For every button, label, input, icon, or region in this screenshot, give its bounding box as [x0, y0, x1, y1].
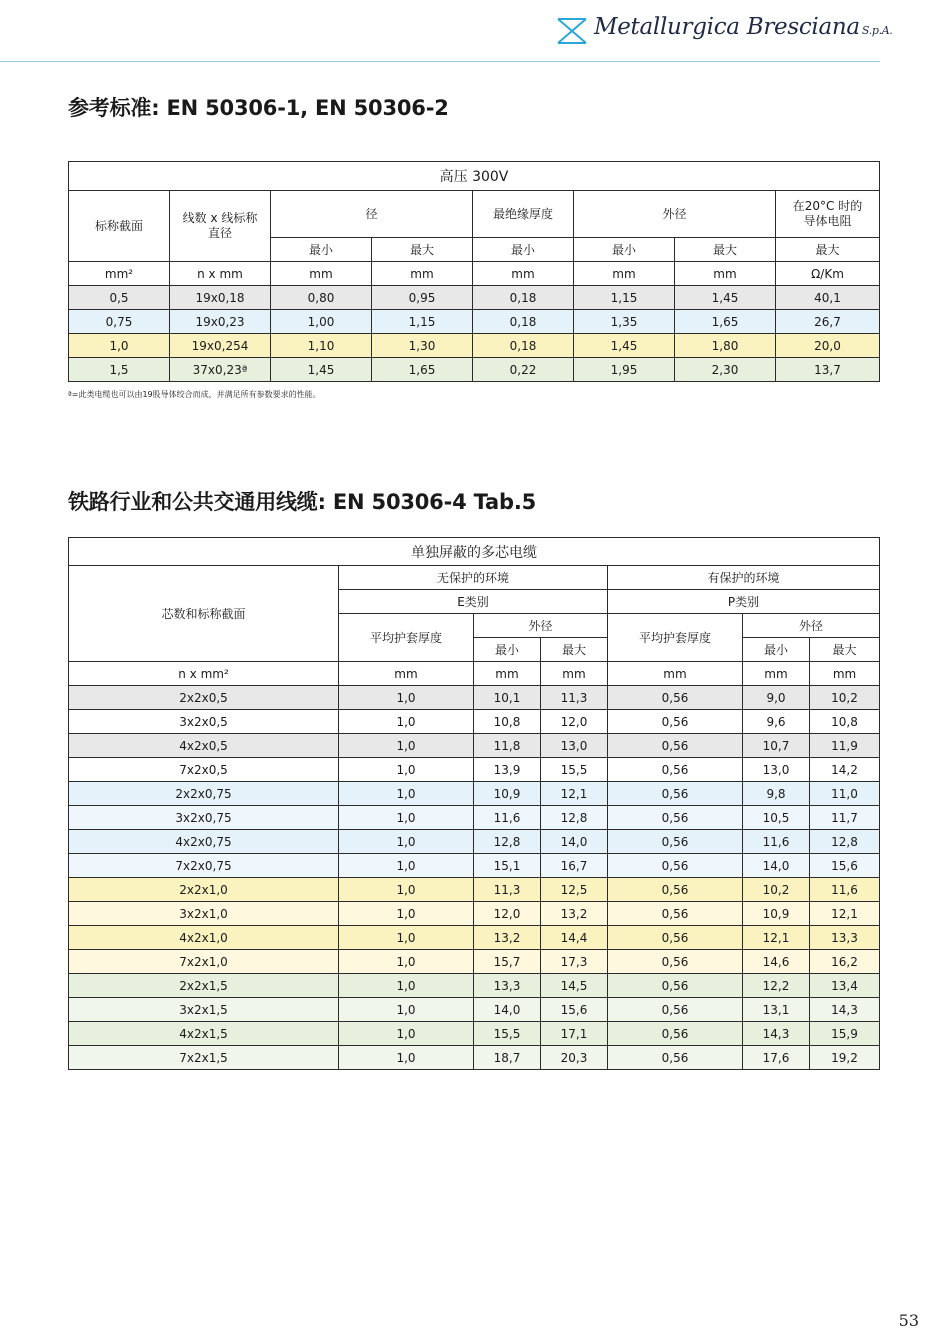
table-cell: 10,2 [743, 878, 810, 902]
table-cell: 13,1 [743, 998, 810, 1022]
table-cell: 15,6 [810, 854, 880, 878]
table-cell: 13,7 [776, 358, 880, 382]
table-cell: 1,0 [339, 854, 474, 878]
table-cell: 1,45 [271, 358, 372, 382]
table-cell: 11,3 [474, 878, 541, 902]
header-min-insulation: 最绝缘厚度 [473, 191, 574, 238]
table-cell: 12,8 [810, 830, 880, 854]
table-cell: 0,56 [608, 782, 743, 806]
table-cell: 1,65 [675, 310, 776, 334]
table-cell: 19,2 [810, 1046, 880, 1070]
table-cell: 14,2 [810, 758, 880, 782]
table-cell: 4x2x1,5 [69, 1022, 339, 1046]
table-cell: 0,56 [608, 974, 743, 998]
header-max: 最大 [372, 238, 473, 262]
header-diameter: 径 [271, 191, 473, 238]
table-cell: 11,6 [743, 830, 810, 854]
table-row [69, 950, 880, 974]
header-max: 最大 [675, 238, 776, 262]
unit-cell: n x mm [170, 262, 271, 286]
table-row [69, 734, 880, 758]
header-outer-diameter: 外径 [474, 614, 608, 638]
table-cell: 10,5 [743, 806, 810, 830]
header-category-p: P类别 [608, 590, 880, 614]
table-cell: 0,56 [608, 926, 743, 950]
table-cell: 0,56 [608, 878, 743, 902]
table-cell: 0,18 [473, 310, 574, 334]
header-max: 最大 [541, 638, 608, 662]
table-cell: 0,56 [608, 758, 743, 782]
unit-cell: mm² [69, 262, 170, 286]
table-row [69, 358, 880, 382]
table1-footnote: ª=此类电缆也可以由19股导体绞合而成，并满足所有参数要求的性能。 [68, 390, 321, 399]
table-cell: 14,0 [541, 830, 608, 854]
header-outer-diameter: 外径 [743, 614, 880, 638]
table-cell: 0,18 [473, 286, 574, 310]
table-cell: 11,7 [810, 806, 880, 830]
page-number: 53 [898, 1311, 919, 1330]
table-cell: 0,75 [69, 310, 170, 334]
table-cell: 13,4 [810, 974, 880, 998]
table-cell: 14,0 [474, 998, 541, 1022]
table-cell: 10,2 [810, 686, 880, 710]
table-cell: 40,1 [776, 286, 880, 310]
table-cell: 0,56 [608, 950, 743, 974]
unit-cell: mm [675, 262, 776, 286]
units-row [69, 262, 880, 286]
table-cell: 0,56 [608, 806, 743, 830]
table-cell: 13,3 [810, 926, 880, 950]
table-cell: 12,0 [474, 902, 541, 926]
header-cores-section: 芯数和标称截面 [69, 566, 339, 662]
table-cell: 1,0 [339, 878, 474, 902]
table-row [69, 878, 880, 902]
table-cell: 0,56 [608, 686, 743, 710]
table-cell: 12,1 [810, 902, 880, 926]
table-cell: 7x2x0,75 [69, 854, 339, 878]
table-cell: 1,45 [574, 334, 675, 358]
table-row [69, 710, 880, 734]
table-cell: 37x0,23ª [170, 358, 271, 382]
table-cell: 1,15 [372, 310, 473, 334]
table-cell: 3x2x0,75 [69, 806, 339, 830]
unit-cell: mm [271, 262, 372, 286]
table-cell: 11,0 [810, 782, 880, 806]
table-cell: 1,0 [339, 686, 474, 710]
table-cell: 3x2x1,0 [69, 902, 339, 926]
table-cell: 10,8 [474, 710, 541, 734]
unit-cell: mm [339, 662, 474, 686]
table-cell: 1,0 [339, 830, 474, 854]
table-row [69, 334, 880, 358]
header-min: 最小 [271, 238, 372, 262]
table-cell: 1,0 [339, 1022, 474, 1046]
table-cell: 2x2x0,5 [69, 686, 339, 710]
table-row [69, 1022, 880, 1046]
table-cell: 12,8 [541, 806, 608, 830]
table-cell: 1,0 [339, 806, 474, 830]
table-cell: 0,56 [608, 710, 743, 734]
shielded-multicore-table [68, 537, 880, 1070]
table-cell: 13,9 [474, 758, 541, 782]
table-cell: 1,45 [675, 286, 776, 310]
table-cell: 9,0 [743, 686, 810, 710]
table-cell: 15,6 [541, 998, 608, 1022]
unit-cell: Ω/Km [776, 262, 880, 286]
table-cell: 12,8 [474, 830, 541, 854]
unit-cell: mm [474, 662, 541, 686]
table-cell: 13,0 [541, 734, 608, 758]
table-cell: 0,56 [608, 902, 743, 926]
table-cell: 16,7 [541, 854, 608, 878]
table-cell: 14,6 [743, 950, 810, 974]
unit-cell: mm [473, 262, 574, 286]
table-cell: 10,7 [743, 734, 810, 758]
table-cell: 1,00 [271, 310, 372, 334]
table-cell: 12,1 [743, 926, 810, 950]
header-max: 最大 [810, 638, 880, 662]
unit-cell: mm [810, 662, 880, 686]
table-cell: 11,6 [810, 878, 880, 902]
table-cell: 17,1 [541, 1022, 608, 1046]
table-cell: 15,5 [474, 1022, 541, 1046]
table-cell: 2,30 [675, 358, 776, 382]
table-cell: 3x2x1,5 [69, 998, 339, 1022]
table-cell: 1,0 [339, 950, 474, 974]
table-cell: 11,3 [541, 686, 608, 710]
table-cell: 16,2 [810, 950, 880, 974]
table-cell: 4x2x0,75 [69, 830, 339, 854]
table-cell: 0,56 [608, 734, 743, 758]
table-cell: 1,95 [574, 358, 675, 382]
table-cell: 13,0 [743, 758, 810, 782]
table-cell: 0,56 [608, 1046, 743, 1070]
table-cell: 20,0 [776, 334, 880, 358]
table-cell: 13,2 [474, 926, 541, 950]
table-row [69, 806, 880, 830]
table-cell: 17,6 [743, 1046, 810, 1070]
table-cell: 4x2x0,5 [69, 734, 339, 758]
table-cell: 14,3 [743, 1022, 810, 1046]
table-cell: 7x2x1,0 [69, 950, 339, 974]
units-row [69, 662, 880, 686]
table-cell: 7x2x0,5 [69, 758, 339, 782]
table-cell: 1,15 [574, 286, 675, 310]
header-resistance: 在20°C 时的导体电阻 [776, 191, 880, 238]
table-cell: 1,0 [339, 734, 474, 758]
table-cell: 15,5 [541, 758, 608, 782]
section2-title: 铁路行业和公共交通用线缆: EN 50306-4 Tab.5 [68, 490, 537, 514]
table-cell: 12,5 [541, 878, 608, 902]
table2-body [69, 686, 880, 1070]
unit-cell: mm [743, 662, 810, 686]
header-divider [0, 61, 880, 62]
table-row [69, 686, 880, 710]
table-cell: 12,0 [541, 710, 608, 734]
header-protected-env: 有保护的环境 [608, 566, 880, 590]
table-cell: 1,10 [271, 334, 372, 358]
table-cell: 3x2x0,5 [69, 710, 339, 734]
table-cell: 1,80 [675, 334, 776, 358]
table-cell: 11,9 [810, 734, 880, 758]
table-cell: 14,4 [541, 926, 608, 950]
table-cell: 12,2 [743, 974, 810, 998]
table-cell: 1,0 [339, 758, 474, 782]
logo-mark-icon [556, 16, 588, 46]
header-min: 最小 [473, 238, 574, 262]
table-cell: 0,56 [608, 830, 743, 854]
header-min: 最小 [474, 638, 541, 662]
table-row [69, 974, 880, 998]
company-logo [556, 14, 896, 50]
table2-caption: 单独屏蔽的多芯电缆 [69, 538, 880, 566]
unit-cell: n x mm² [69, 662, 339, 686]
header-outer-diameter: 外径 [574, 191, 776, 238]
table-cell: 2x2x0,75 [69, 782, 339, 806]
table-cell: 2x2x1,0 [69, 878, 339, 902]
table-row [69, 1046, 880, 1070]
table-cell: 1,5 [69, 358, 170, 382]
header-unprotected-env: 无保护的环境 [339, 566, 608, 590]
table1-caption: 高压 300V [69, 162, 880, 191]
table-cell: 0,18 [473, 334, 574, 358]
table-row [69, 310, 880, 334]
table-cell: 2x2x1,5 [69, 974, 339, 998]
header-nominal-section: 标称截面 [69, 191, 170, 262]
header-min: 最小 [743, 638, 810, 662]
table-row [69, 926, 880, 950]
unit-cell: mm [372, 262, 473, 286]
unit-cell: mm [541, 662, 608, 686]
table-cell: 1,65 [372, 358, 473, 382]
table-row [69, 758, 880, 782]
table-cell: 1,0 [339, 782, 474, 806]
table-cell: 14,5 [541, 974, 608, 998]
table-cell: 10,1 [474, 686, 541, 710]
table-cell: 10,9 [474, 782, 541, 806]
table-cell: 15,7 [474, 950, 541, 974]
table-cell: 19x0,254 [170, 334, 271, 358]
table-cell: 1,0 [339, 926, 474, 950]
header-avg-sheath: 平均护套厚度 [608, 614, 743, 662]
header-max: 最大 [776, 238, 880, 262]
table-cell: 1,0 [339, 710, 474, 734]
table-row [69, 902, 880, 926]
table-cell: 1,35 [574, 310, 675, 334]
voltage-300v-table [68, 161, 880, 382]
table-cell: 0,56 [608, 854, 743, 878]
table-cell: 13,2 [541, 902, 608, 926]
header-avg-sheath: 平均护套厚度 [339, 614, 474, 662]
table-cell: 17,3 [541, 950, 608, 974]
table-cell: 14,3 [810, 998, 880, 1022]
table-cell: 1,0 [339, 998, 474, 1022]
table-cell: 4x2x1,0 [69, 926, 339, 950]
table-cell: 0,5 [69, 286, 170, 310]
table-cell: 10,8 [810, 710, 880, 734]
section1-title: 参考标准: EN 50306-1, EN 50306-2 [68, 96, 449, 120]
table-cell: 1,0 [339, 1046, 474, 1070]
table-cell: 0,56 [608, 1022, 743, 1046]
table-cell: 1,0 [339, 974, 474, 998]
header-category-e: E类别 [339, 590, 608, 614]
table-cell: 18,7 [474, 1046, 541, 1070]
table-cell: 11,8 [474, 734, 541, 758]
table-cell: 19x0,18 [170, 286, 271, 310]
brand-suffix: S.p.A. [861, 24, 893, 37]
table-cell: 13,3 [474, 974, 541, 998]
header-min: 最小 [574, 238, 675, 262]
table-cell: 9,8 [743, 782, 810, 806]
table-row [69, 286, 880, 310]
table-cell: 14,0 [743, 854, 810, 878]
table-cell: 15,9 [810, 1022, 880, 1046]
table-cell: 12,1 [541, 782, 608, 806]
table-cell: 0,56 [608, 998, 743, 1022]
table-cell: 11,6 [474, 806, 541, 830]
table-cell: 9,6 [743, 710, 810, 734]
table-cell: 0,95 [372, 286, 473, 310]
table-cell: 1,0 [339, 902, 474, 926]
table-row [69, 998, 880, 1022]
unit-cell: mm [574, 262, 675, 286]
table-cell: 1,0 [69, 334, 170, 358]
table-row [69, 854, 880, 878]
table-row [69, 830, 880, 854]
table-cell: 10,9 [743, 902, 810, 926]
table-cell: 1,30 [372, 334, 473, 358]
table-cell: 26,7 [776, 310, 880, 334]
table-cell: 0,80 [271, 286, 372, 310]
table-cell: 0,22 [473, 358, 574, 382]
header-wire-count: 线数 x 线标称直径 [170, 191, 271, 262]
brand-name: Metallurgica Bresciana S.p.A. [594, 14, 893, 40]
table-cell: 7x2x1,5 [69, 1046, 339, 1070]
table-cell: 20,3 [541, 1046, 608, 1070]
table-cell: 19x0,23 [170, 310, 271, 334]
table-cell: 15,1 [474, 854, 541, 878]
unit-cell: mm [608, 662, 743, 686]
table-row [69, 782, 880, 806]
